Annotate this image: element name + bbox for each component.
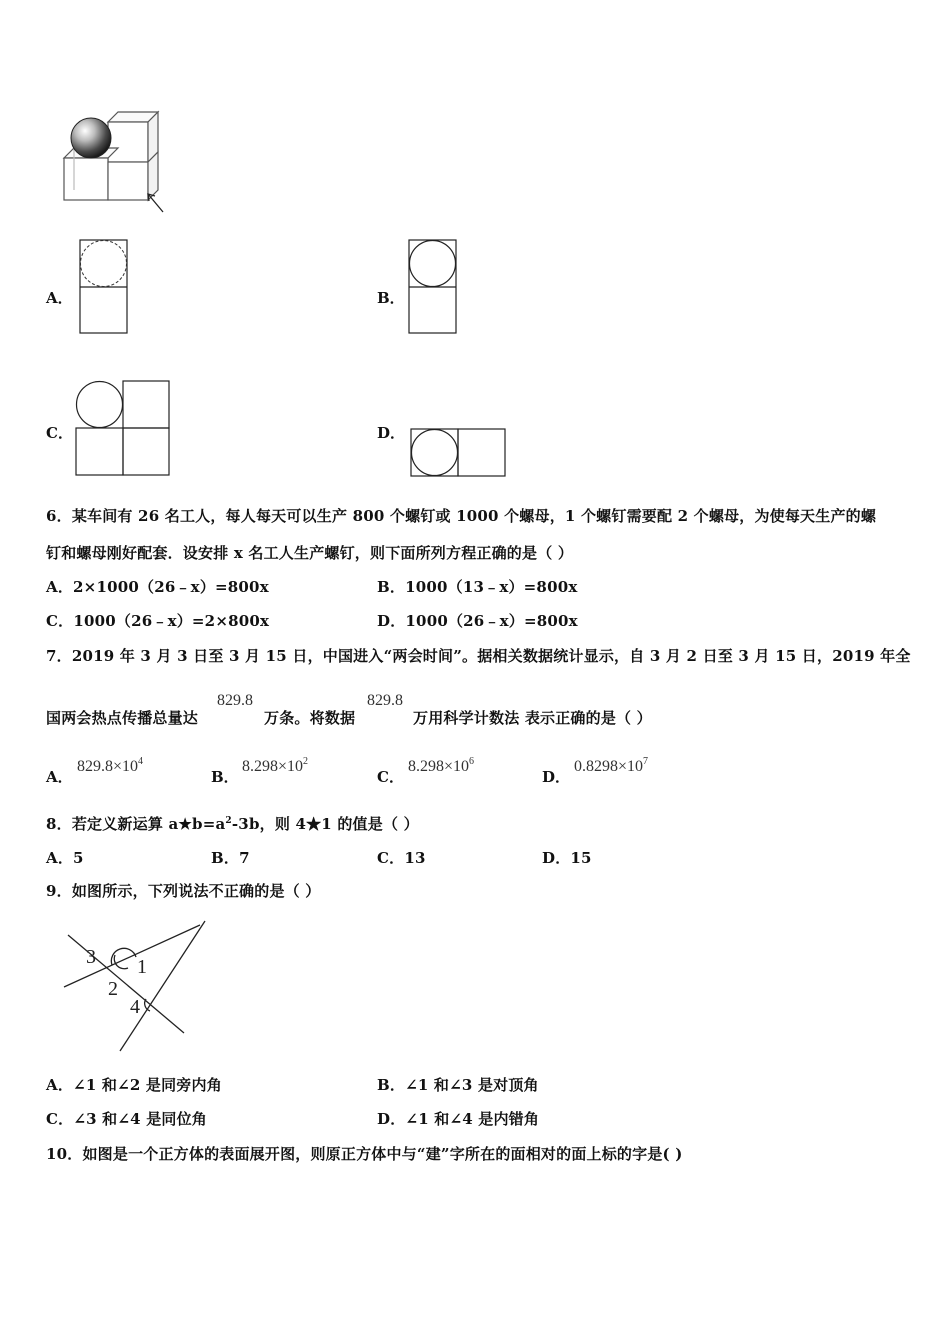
q9-option-d[interactable] [377,1108,539,1129]
expr-base: 829.8×10 [77,758,139,775]
expr-exponent: 6 [469,756,475,767]
option-label: C． [46,612,74,630]
option-label: B． [377,1076,406,1094]
q8-stem-part2: -3b，则 4★1 的值是（ ） [231,815,419,833]
q7-stem-line2b: 万条。将数据 [264,709,356,727]
q5-option-d-label[interactable]: D． [377,424,406,442]
q9-option-c[interactable] [46,1108,207,1129]
option-label: D． [542,849,571,867]
q6-stem-line2: 钉和螺母刚好配套．设安排 x 名工人生产螺钉，则下面所列方程正确的是（ ） [46,544,574,562]
q8-stem-part1: 8．若定义新运算 a★b=a [46,815,226,833]
q7-stem-line2c: 万用科学计数法 表示正确的是（ ） [413,709,652,727]
q9-angle-label-4: 4 [130,996,140,1018]
q5-option-a-figure [79,239,129,335]
q6-option-d[interactable] [377,610,578,631]
q7-option-b-label[interactable]: B． [211,768,239,786]
q8-option-a[interactable] [46,847,84,868]
option-text: 1000（13﹣x）=800x [405,578,578,596]
q7-option-c-expr[interactable] [408,756,474,776]
expr-exponent: 7 [643,756,649,767]
option-text: 1000（26﹣x）=800x [405,612,578,630]
q5-option-b-label[interactable]: B． [377,289,405,307]
q6-option-c[interactable] [46,610,269,631]
option-label: C． [46,1110,74,1128]
q7-stem-line1: 7．2019 年 3 月 3 日至 3 月 15 日，中国进入“两会时间”。据相关数据统计显示，自 3 月 2 日至 3 月 15 日，2019 年全 [46,647,911,665]
q5-option-d-figure [410,428,508,478]
q9-option-a[interactable] [46,1074,222,1095]
q7-stem-line2a: 国两会热点传播总量达 [46,709,199,727]
expr-base: 8.298×10 [408,758,470,775]
q9-angle-arc-4 [145,999,150,1011]
option-text: 13 [404,849,426,867]
q7-number-2: 829.8 [367,692,403,709]
option-text: 5 [73,849,84,867]
q8-stem-superscript: 2 [225,816,232,826]
q9-line-steep [120,921,205,1051]
option-label: A． [46,849,74,867]
q6-option-b[interactable] [377,576,577,597]
option-text: ∠1 和∠2 是同旁内角 [73,1076,222,1094]
q9-angle-label-1: 1 [137,956,147,978]
q5-option-b-figure [408,239,458,335]
q7-option-b-expr[interactable] [242,756,308,776]
q10-stem: 10．如图是一个正方体的表面展开图，则原正方体中与“建”字所在的面相对的面上标的字是( ) [46,1145,683,1163]
option-text: ∠1 和∠4 是内错角 [405,1110,540,1128]
option-label: A． [46,1076,74,1094]
q7-option-a-expr[interactable] [77,756,143,776]
expr-exponent: 2 [303,756,309,767]
q7-option-c-label[interactable]: C． [377,768,404,786]
option-text: ∠3 和∠4 是同位角 [73,1110,207,1128]
expr-exponent: 4 [138,756,144,767]
q5-option-c-figure [75,380,171,478]
q9-option-b[interactable] [377,1074,539,1095]
option-text: ∠1 和∠3 是对顶角 [405,1076,539,1094]
q9-angle-figure [60,915,220,1055]
q7-number-1: 829.8 [217,692,253,709]
q5-option-a-label[interactable]: A． [46,289,73,307]
q8-option-b[interactable] [211,847,250,868]
option-label: D． [377,1110,406,1128]
q9-angle-label-2: 2 [108,978,118,1000]
q8-option-d[interactable] [542,847,592,868]
option-label: A． [46,578,74,596]
option-text: 15 [570,849,592,867]
q8-stem [46,813,419,834]
q9-angle-arc-3 [114,955,128,969]
expr-base: 8.298×10 [242,758,304,775]
expr-base: 0.8298×10 [574,758,644,775]
q9-angle-label-3: 3 [86,946,96,968]
q7-option-d-label[interactable]: D． [542,768,571,786]
option-label: B． [211,849,240,867]
q8-option-c[interactable] [377,847,426,868]
option-label: C． [377,849,405,867]
option-text: 7 [239,849,250,867]
q6-stem-line1: 6．某车间有 26 名工人，每人每天可以生产 800 个螺钉或 1000 个螺母，1 个螺钉需要配 2 个螺母，为使每天生产的螺 [46,507,877,525]
q9-line-upper [64,925,200,987]
option-text: 2×1000（26﹣x）=800x [73,578,269,596]
q9-stem: 9．如图所示，下列说法不正确的是（ ） [46,882,321,900]
q5-option-c-label[interactable]: C． [46,424,73,442]
q5-solid-figure [60,108,180,218]
q7-option-d-expr[interactable] [574,756,648,776]
option-label: B． [377,578,406,596]
option-label: D． [377,612,406,630]
q6-option-a[interactable] [46,576,269,597]
q7-option-a-label[interactable]: A． [46,768,73,786]
option-text: 1000（26﹣x）=2×800x [73,612,270,630]
